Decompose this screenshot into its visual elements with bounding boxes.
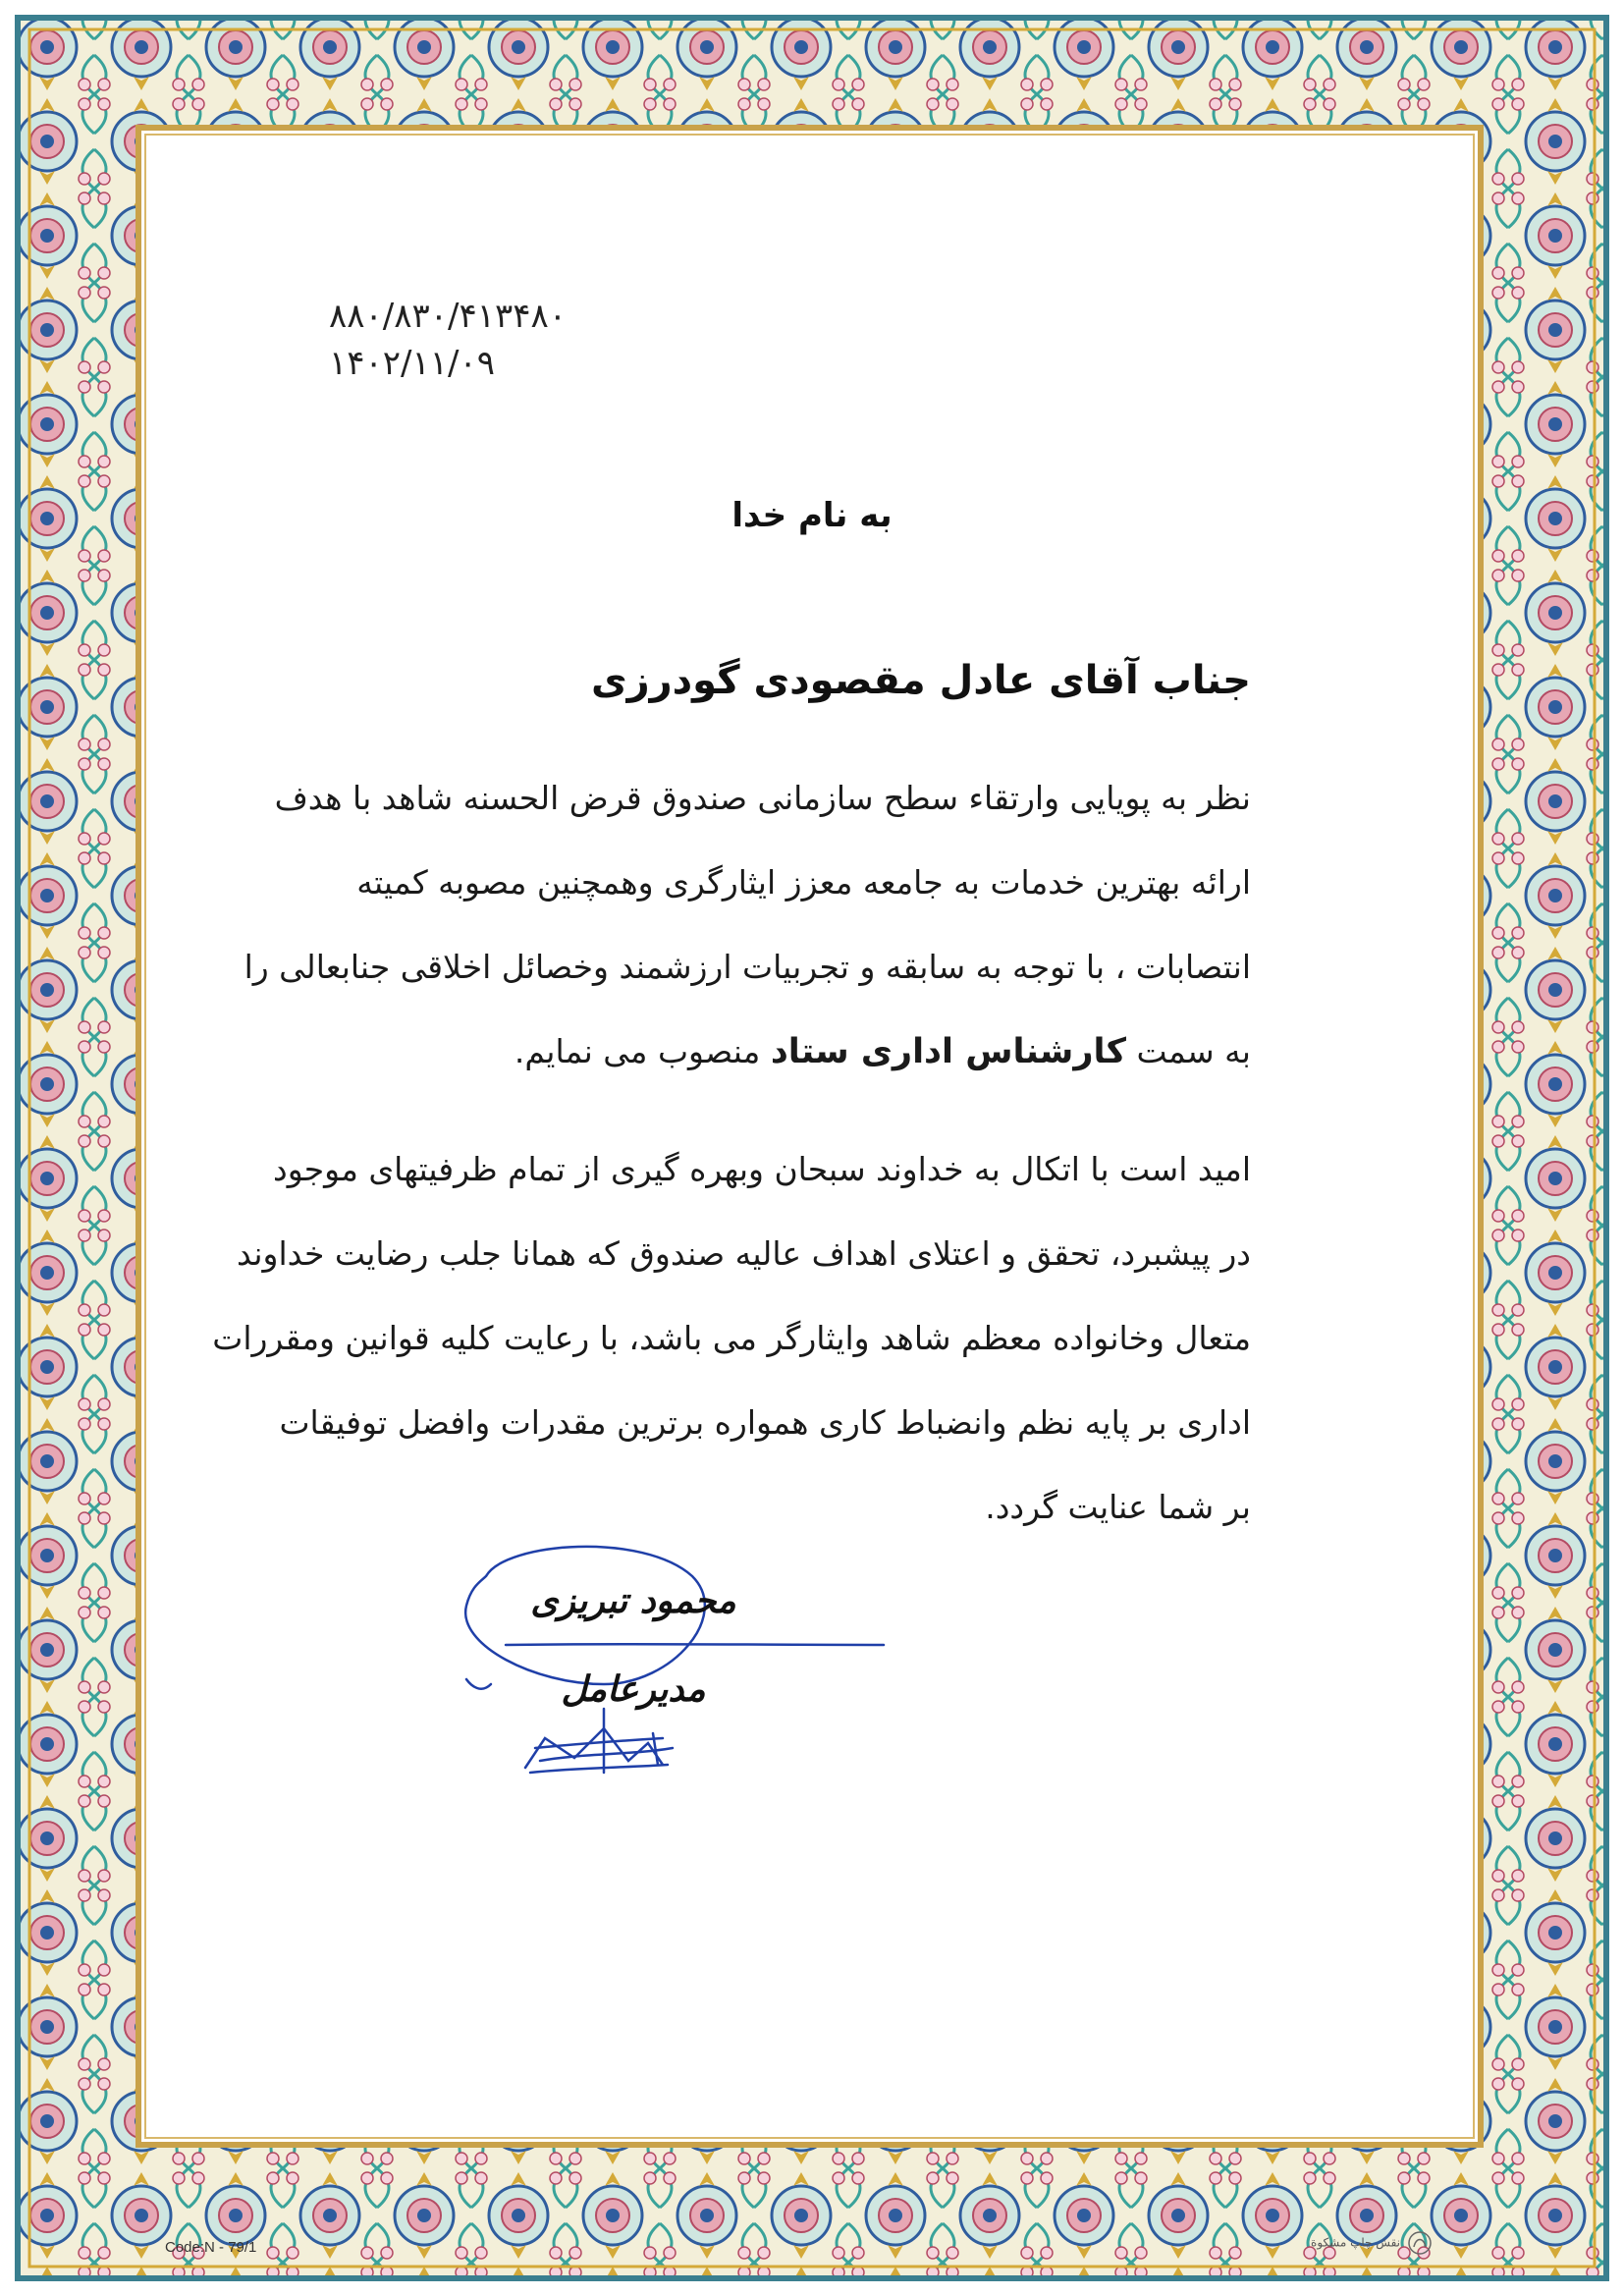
position-title: کارشناس اداری ستاد [770,1032,1126,1071]
paragraph-line: نظر به پویایی وارتقاء سطح سازمانی صندوق قرض الحسنه شاهد با هدف [274,779,1251,817]
printer-mark [1276,2229,1434,2269]
salutation: به نام خدا [731,496,893,535]
line-text: به سمت [1126,1032,1251,1070]
form-code: Code:N - 79/1 [165,2239,257,2256]
printer-name: نقش چاپ مشکوة [1311,2235,1400,2250]
paragraph-line [328,1010,1251,1094]
paragraph-line: در پیشبرد، تحقق و اعتلای اهداف عالیه صندوق که همانا جلب رضایت خداوند [237,1234,1251,1273]
paragraph-line: امید است با اتکال به خداوند سبحان وبهره گیری از تمام ظرفیتهای موجود [273,1150,1251,1188]
signer-title: مدیرعامل [561,1669,706,1710]
signer-name: محمود تبریزی [530,1581,736,1621]
reference-number: ۸۸۰/۸۳۰/۴۱۳۴۸۰ [329,297,568,336]
line-text: منصوب می نمایم. [514,1032,771,1070]
paragraph-line: متعال وخانواده معظم شاهد وایثارگر می باشد، با رعایت کلیه قوانین ومقررات [212,1319,1251,1357]
paragraph-appointment [244,756,1251,1094]
paragraph-line: انتصابات ، با توجه به سابقه و تجربیات ارزشمند وخصائل اخلاقی جنابعالی را [244,948,1251,986]
printer-logo-icon [1406,2229,1434,2257]
paragraph-wishes [212,1127,1251,1550]
letter-date: ۱۴۰۲/۱۱/۰۹ [329,344,496,383]
recipient-name: جناب آقای عادل مقصودی گودرزی [590,658,1251,703]
paragraph-line: اداری بر پایه نظم وانضباط کاری همواره برترین مقدرات وافضل توفیقات [279,1403,1251,1442]
paragraph-line: بر شما عنایت گردد. [985,1488,1251,1526]
paragraph-line: ارائه بهترین خدمات به جامعه معزز ایثارگری وهمچنین مصوبه کمیته [356,863,1251,902]
